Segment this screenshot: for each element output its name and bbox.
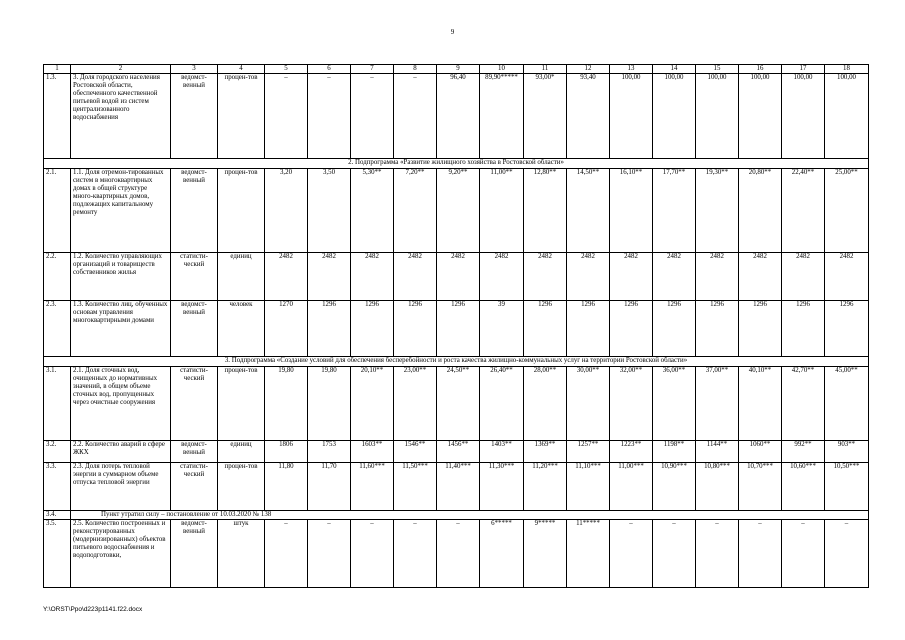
indicator-name: 1.3. Количество лиц, обученных основам управления многоквартирными домами — [71, 301, 171, 357]
header-row — [44, 65, 869, 74]
header-cell: 13 — [610, 65, 653, 74]
unit: единиц — [218, 253, 265, 301]
page-number: 9 — [450, 28, 455, 36]
value-cell: 2482 — [480, 253, 524, 301]
value-cell: 37,00** — [696, 367, 739, 441]
value-cell: 2482 — [524, 253, 567, 301]
value-cell: 24,50** — [437, 367, 480, 441]
value-cell: – — [351, 520, 394, 588]
value-cell: 1546** — [394, 441, 437, 463]
value-cell: 3,20 — [265, 169, 308, 253]
value-cell: 39 — [480, 301, 524, 357]
row-number: 3.4. — [44, 511, 71, 520]
value-cell: 2482 — [825, 253, 869, 301]
unit: штук — [218, 520, 265, 588]
header-cell: 10 — [480, 65, 524, 74]
value-cell: 7,20** — [394, 169, 437, 253]
value-cell: 10,80*** — [696, 463, 739, 511]
value-cell: 20,10** — [351, 367, 394, 441]
value-cell: 32,00** — [610, 367, 653, 441]
value-cell: 19,80 — [265, 367, 308, 441]
value-cell: 2482 — [610, 253, 653, 301]
value-cell: – — [308, 520, 351, 588]
unit: человек — [218, 301, 265, 357]
header-cell: 18 — [825, 65, 869, 74]
value-cell: 2482 — [308, 253, 351, 301]
header-cell: 11 — [524, 65, 567, 74]
table-row — [44, 367, 869, 441]
value-cell: 2482 — [696, 253, 739, 301]
value-cell: 992** — [782, 441, 825, 463]
value-cell: 100,00 — [739, 74, 782, 159]
indicators-table — [43, 64, 869, 588]
value-cell: 100,00 — [610, 74, 653, 159]
value-cell: 11,60*** — [351, 463, 394, 511]
value-cell: 36,00** — [653, 367, 696, 441]
unit: процен-тов — [218, 463, 265, 511]
value-cell: – — [265, 74, 308, 159]
value-cell: 2482 — [567, 253, 610, 301]
value-cell: 96,40 — [437, 74, 480, 159]
value-cell: – — [610, 520, 653, 588]
value-cell: 1296 — [308, 301, 351, 357]
row-number: 3.5. — [44, 520, 71, 588]
indicator-name: 2.3. Доля потерь тепловой энергии в суммарном объеме отпуска тепловой энергии — [71, 463, 171, 511]
value-cell: 11,70 — [308, 463, 351, 511]
value-cell: – — [437, 520, 480, 588]
value-cell: 1753 — [308, 441, 351, 463]
value-cell: 45,00** — [825, 367, 869, 441]
value-cell: 40,10** — [739, 367, 782, 441]
header-cell: 17 — [782, 65, 825, 74]
value-cell: 10,50*** — [825, 463, 869, 511]
value-cell: 1403** — [480, 441, 524, 463]
value-cell: – — [739, 520, 782, 588]
subprogram-row — [44, 357, 869, 367]
header-cell: 14 — [653, 65, 696, 74]
value-cell: 2482 — [653, 253, 696, 301]
value-cell: 100,00 — [782, 74, 825, 159]
value-cell: 42,70** — [782, 367, 825, 441]
header-cell: 7 — [351, 65, 394, 74]
subprogram-title: 2. Подпрограмма «Развитие жилищного хозяйства в Ростовской области» — [44, 159, 869, 169]
data-source: статисти-ческий — [171, 367, 218, 441]
subprogram-title: 3. Подпрограмма «Создание условий для обеспечения бесперебойности и роста качества жилищно-коммунальных услуг на территории Ростовской области» — [44, 357, 869, 367]
row-number: 2.3. — [44, 301, 71, 357]
data-source: ведомст-венный — [171, 441, 218, 463]
table-row — [44, 169, 869, 253]
value-cell: 1144** — [696, 441, 739, 463]
subprogram-row — [44, 159, 869, 169]
value-cell: 1296 — [610, 301, 653, 357]
value-cell: 100,00 — [825, 74, 869, 159]
value-cell: 11,30*** — [480, 463, 524, 511]
value-cell: 10,90*** — [653, 463, 696, 511]
table-row — [44, 463, 869, 511]
value-cell: 2482 — [437, 253, 480, 301]
value-cell: – — [394, 520, 437, 588]
unit: единиц — [218, 441, 265, 463]
value-cell: 17,70** — [653, 169, 696, 253]
value-cell: 89,90***** — [480, 74, 524, 159]
value-cell: – — [696, 520, 739, 588]
value-cell: 11,10*** — [567, 463, 610, 511]
row-number: 3.3. — [44, 463, 71, 511]
value-cell: 903** — [825, 441, 869, 463]
header-cell: 8 — [394, 65, 437, 74]
value-cell: 1270 — [265, 301, 308, 357]
indicator-name: 1.1. Доля отремон-тированных систем в многоквартирных домах в общей структуре много-квартирных домов, подлежащих капитальному ремонту — [71, 169, 171, 253]
value-cell: 6***** — [480, 520, 524, 588]
value-cell: 100,00 — [696, 74, 739, 159]
row-number: 2.2. — [44, 253, 71, 301]
data-source: ведомст-венный — [171, 74, 218, 159]
value-cell: 11,40*** — [437, 463, 480, 511]
header-cell: 2 — [71, 65, 171, 74]
value-cell: 1296 — [524, 301, 567, 357]
value-cell: 9,20** — [437, 169, 480, 253]
header-cell: 3 — [171, 65, 218, 74]
value-cell: 25,00** — [825, 169, 869, 253]
value-cell: 11***** — [567, 520, 610, 588]
value-cell: 1198** — [653, 441, 696, 463]
value-cell: 30,00** — [567, 367, 610, 441]
value-cell: 14,50** — [567, 169, 610, 253]
value-cell: 23,00** — [394, 367, 437, 441]
value-cell: 16,10** — [610, 169, 653, 253]
value-cell: – — [308, 74, 351, 159]
value-cell: 1296 — [351, 301, 394, 357]
data-source: ведомст-венный — [171, 301, 218, 357]
value-cell: 19,30** — [696, 169, 739, 253]
value-cell: 28,00** — [524, 367, 567, 441]
value-cell: 11,20*** — [524, 463, 567, 511]
header-cell: 9 — [437, 65, 480, 74]
value-cell: 2482 — [782, 253, 825, 301]
value-cell: 5,30** — [351, 169, 394, 253]
value-cell: – — [394, 74, 437, 159]
unit: процен-тов — [218, 367, 265, 441]
table-row — [44, 441, 869, 463]
header-cell: 16 — [739, 65, 782, 74]
value-cell: – — [265, 520, 308, 588]
value-cell: – — [653, 520, 696, 588]
value-cell: 2482 — [351, 253, 394, 301]
table-row — [44, 301, 869, 357]
value-cell: 20,80** — [739, 169, 782, 253]
value-cell: 2482 — [265, 253, 308, 301]
value-cell: 2482 — [394, 253, 437, 301]
row-number: 3.1. — [44, 367, 71, 441]
value-cell: 11,00** — [480, 169, 524, 253]
row-number: 1.3. — [44, 74, 71, 159]
value-cell: 1369** — [524, 441, 567, 463]
file-path-footer: Y:\ORST\Ppo\d223p1141.f22.docx — [43, 606, 143, 613]
header-cell: 4 — [218, 65, 265, 74]
value-cell: 10,60*** — [782, 463, 825, 511]
value-cell: – — [351, 74, 394, 159]
value-cell: 1257** — [567, 441, 610, 463]
unit: процен-тов — [218, 74, 265, 159]
header-cell: 1 — [44, 65, 71, 74]
value-cell: 1296 — [825, 301, 869, 357]
table-row — [44, 253, 869, 301]
indicator-name: 2.5. Количество построенных и реконструированных (модернизированных) объектов питьевого водоснабжения и водоподготовки, — [71, 520, 171, 588]
header-cell: 15 — [696, 65, 739, 74]
value-cell: 1806 — [265, 441, 308, 463]
table-row — [44, 511, 869, 520]
value-cell: 22,40** — [782, 169, 825, 253]
value-cell: 1296 — [567, 301, 610, 357]
value-cell: 2482 — [739, 253, 782, 301]
unit: процен-тов — [218, 169, 265, 253]
value-cell: 11,00*** — [610, 463, 653, 511]
value-cell: 1296 — [696, 301, 739, 357]
value-cell: 1060** — [739, 441, 782, 463]
value-cell: 1296 — [782, 301, 825, 357]
header-cell: 12 — [567, 65, 610, 74]
value-cell: 93,40 — [567, 74, 610, 159]
data-source: ведомст-венный — [171, 169, 218, 253]
indicator-name: 2.1. Доля сточных вод, очищенных до нормативных значений, в общем объеме сточных вод, пропущенных через очистные сооружения — [71, 367, 171, 441]
table-row — [44, 520, 869, 588]
data-source: статисти-ческий — [171, 463, 218, 511]
table-row — [44, 74, 869, 159]
data-source: статисти-ческий — [171, 253, 218, 301]
data-source: ведомст-венный — [171, 520, 218, 588]
header-cell: 6 — [308, 65, 351, 74]
repealed-note: Пункт утратил силу – постановление от 10.03.2020 № 138 — [71, 511, 869, 520]
value-cell: 19,80 — [308, 367, 351, 441]
value-cell: 3,50 — [308, 169, 351, 253]
value-cell: 12,80** — [524, 169, 567, 253]
indicator-name: 2.2. Количество аварий в сфере ЖКХ — [71, 441, 171, 463]
header-cell: 5 — [265, 65, 308, 74]
value-cell: 10,70*** — [739, 463, 782, 511]
value-cell: 26,40** — [480, 367, 524, 441]
value-cell: 9***** — [524, 520, 567, 588]
value-cell: 1296 — [653, 301, 696, 357]
value-cell: 100,00 — [653, 74, 696, 159]
indicator-name: 3. Доля городского населения Ростовской области, обеспеченного качественной питьевой водой из систем централизованного водоснабжения — [71, 74, 171, 159]
row-number: 2.1. — [44, 169, 71, 253]
value-cell: 1296 — [739, 301, 782, 357]
row-number: 3.2. — [44, 441, 71, 463]
indicator-name: 1.2. Количество управляющих организаций и товариществ собственников жилья — [71, 253, 171, 301]
value-cell: 1456** — [437, 441, 480, 463]
value-cell: 1296 — [394, 301, 437, 357]
value-cell: – — [782, 520, 825, 588]
value-cell: – — [825, 520, 869, 588]
value-cell: 1603** — [351, 441, 394, 463]
value-cell: 93,00* — [524, 74, 567, 159]
value-cell: 1296 — [437, 301, 480, 357]
value-cell: 11,80 — [265, 463, 308, 511]
value-cell: 11,50*** — [394, 463, 437, 511]
value-cell: 1223** — [610, 441, 653, 463]
